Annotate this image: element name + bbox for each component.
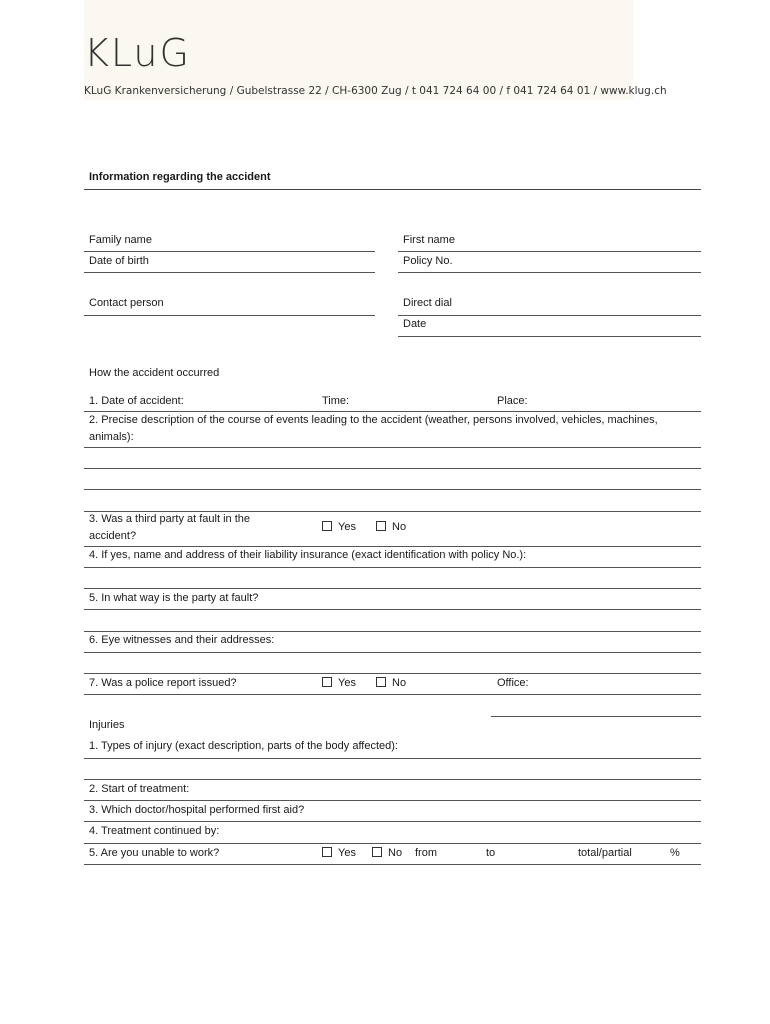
party-fault-question: 5. In what way is the party at fault? [89,592,259,604]
policy-no-field[interactable] [398,272,701,273]
police-office-label: Office: [497,677,529,689]
unable-to-work-yes-option[interactable] [322,847,356,860]
no-label: No [392,677,407,689]
date-of-birth-label: Date of birth [89,255,149,267]
party-fault-line-1[interactable] [84,609,701,610]
unable-to-work-field[interactable] [84,864,701,865]
first-name-field[interactable] [398,251,701,252]
third-party-yes-option[interactable] [322,521,356,534]
treatment-continued-question: 4. Treatment continued by: [89,825,220,837]
unable-to-work-no-option[interactable] [372,847,402,860]
checkbox-icon[interactable] [376,521,386,531]
injury-types-line-1[interactable] [84,758,701,759]
police-report-rule [84,694,701,695]
treatment-start-question: 2. Start of treatment: [89,783,190,795]
yes-label: Yes [338,847,356,859]
date-field[interactable] [398,336,701,337]
accident-description-question: 2. Precise description of the course of events leading to the accident (weather, persons involved, vehicles, machines, animals): [89,414,658,443]
date-label: Date [403,318,427,330]
third-party-rule [84,546,701,547]
police-office-field[interactable] [491,716,701,717]
checkbox-icon[interactable] [376,677,386,687]
checkbox-icon[interactable] [322,521,332,531]
treatment-continued-field[interactable] [84,843,701,844]
form-title: Information regarding the accident [89,171,271,183]
no-label: No [388,847,403,859]
direct-dial-label: Direct dial [403,297,452,309]
liability-insurance-line-1[interactable] [84,567,701,568]
date-of-birth-field[interactable] [84,272,375,273]
family-name-field[interactable] [84,251,375,252]
injury-types-line-2[interactable] [84,779,701,780]
description-line-3[interactable] [84,489,701,490]
third-party-question: 3. Was a third party at fault in the accident? [89,513,251,542]
checkbox-icon[interactable] [322,847,332,857]
title-rule [84,189,701,190]
family-name-label: Family name [89,234,152,246]
liability-insurance-line-2[interactable] [84,588,701,589]
direct-dial-field[interactable] [398,315,701,316]
accident-place-label: Place: [497,395,528,407]
third-party-no-option[interactable] [376,521,406,534]
accident-time-label: Time: [322,395,350,407]
eye-witnesses-line-1[interactable] [84,652,701,653]
company-logo: KLuG [84,31,191,75]
unable-to-work-question: 5. Are you unable to work? [89,847,220,859]
eye-witnesses-question: 6. Eye witnesses and their addresses: [89,634,275,646]
total-partial-label: total/partial [578,847,632,859]
police-report-question: 7. Was a police report issued? [89,677,237,689]
injuries-heading: Injuries [89,719,125,731]
no-label: No [392,521,407,533]
eye-witnesses-line-2[interactable] [84,673,701,674]
police-report-yes-option[interactable] [322,677,356,690]
unable-from-label: from [415,847,437,859]
policy-no-label: Policy No. [403,255,453,267]
company-address: KLuG Krankenversicherung / Gubelstrasse 22 / CH-6300 Zug / t 041 724 64 00 / f 041 724 64 01 / www.klug.ch [84,85,667,97]
injury-types-question: 1. Types of injury (exact description, parts of the body affected): [89,740,398,752]
police-report-no-option[interactable] [376,677,406,690]
checkbox-icon[interactable] [322,677,332,687]
first-aid-field[interactable] [84,821,701,822]
contact-person-field[interactable] [84,315,375,316]
first-aid-question: 3. Which doctor/hospital performed first aid? [89,804,305,816]
description-line-2[interactable] [84,468,701,469]
liability-insurance-question: 4. If yes, name and address of their liability insurance (exact identification with policy No.): [89,549,527,561]
description-line-1[interactable] [84,447,701,448]
percent-label: % [670,847,680,859]
treatment-start-field[interactable] [84,800,701,801]
accident-date-label: 1. Date of accident: [89,395,184,407]
checkbox-icon[interactable] [372,847,382,857]
accident-heading: How the accident occurred [89,367,220,379]
yes-label: Yes [338,677,356,689]
yes-label: Yes [338,521,356,533]
contact-person-label: Contact person [89,297,164,309]
party-fault-line-2[interactable] [84,631,701,632]
first-name-label: First name [403,234,455,246]
unable-to-label: to [486,847,496,859]
